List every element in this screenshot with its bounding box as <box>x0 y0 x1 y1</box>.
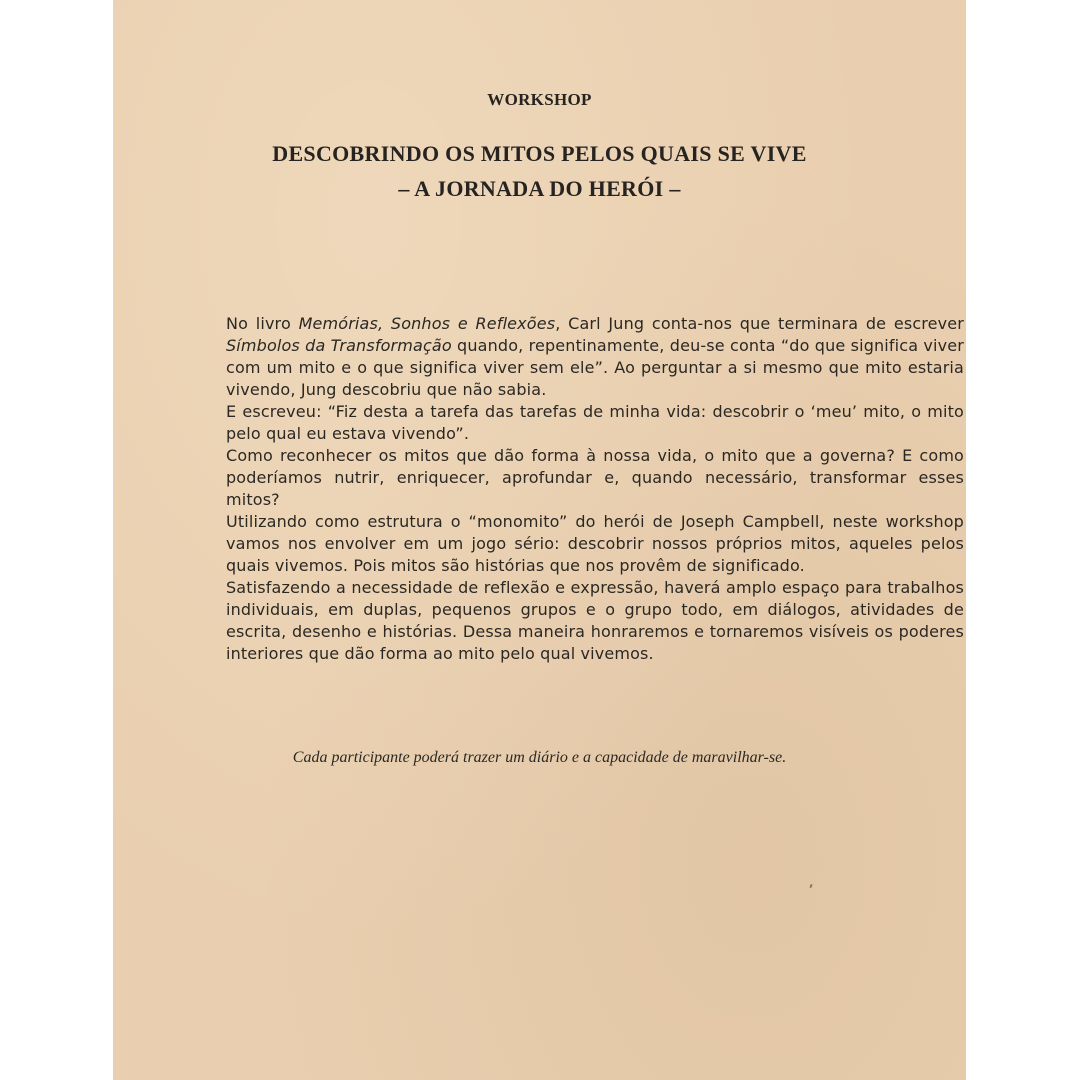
title-line-1: DESCOBRINDO OS MITOS PELOS QUAIS SE VIVE <box>272 141 807 166</box>
body-text <box>226 313 964 665</box>
paragraph-1-text-c: quando, repentinamente, deu-se conta “do que significa viver com um mito e o que significa viver sem ele”. Ao perguntar a si mesmo que mito estaria vivendo, Jung descobriu que não sabia. <box>226 336 964 399</box>
closing-note: Cada participante poderá trazer um diário e a capacidade de maravilhar-se. <box>292 749 787 766</box>
paragraph-4: Utilizando como estrutura o “monomito” do herói de Joseph Campbell, neste workshop vamos nos envolver em um jogo sério: descobrir nossos próprios mitos, aqueles pelos quais vivemos. Pois mitos são histórias que nos provêm de significado. <box>226 512 964 575</box>
paragraph-5: Satisfazendo a necessidade de reflexão e expressão, haverá amplo espaço para trabalhos individuais, em duplas, pequenos grupos e o grupo todo, em diálogos, atividades de escrita, desenho e histórias. Dessa maneira honraremos e tornaremos visíveis os poderes interiores que dão forma ao mito pelo qual vivemos. <box>226 578 964 663</box>
paragraph-1-text-a: No livro <box>226 314 299 333</box>
paper-speck <box>809 884 812 888</box>
document-page <box>113 0 966 1080</box>
book-title-simbolos: Símbolos da Transformação <box>226 336 452 355</box>
paragraph-1-text-b: , Carl Jung conta-nos que terminara de escrever <box>555 314 965 333</box>
kicker-heading: WORKSHOP <box>487 90 592 109</box>
book-title-memorias: Memórias, Sonhos e Reflexões <box>298 314 556 333</box>
paragraph-1 <box>226 313 964 401</box>
paragraph-2: E escreveu: “Fiz desta a tarefa das tarefas de minha vida: descobrir o ‘meu’ mito, o mito pelo qual eu estava vivendo”. <box>226 402 964 443</box>
title-line-2: – A JORNADA DO HERÓI – <box>398 176 681 201</box>
paragraph-3: Como reconhecer os mitos que dão forma à nossa vida, o mito que a governa? E como poderíamos nutrir, enriquecer, aprofundar e, quando necessário, transformar esses mitos? <box>226 446 964 509</box>
